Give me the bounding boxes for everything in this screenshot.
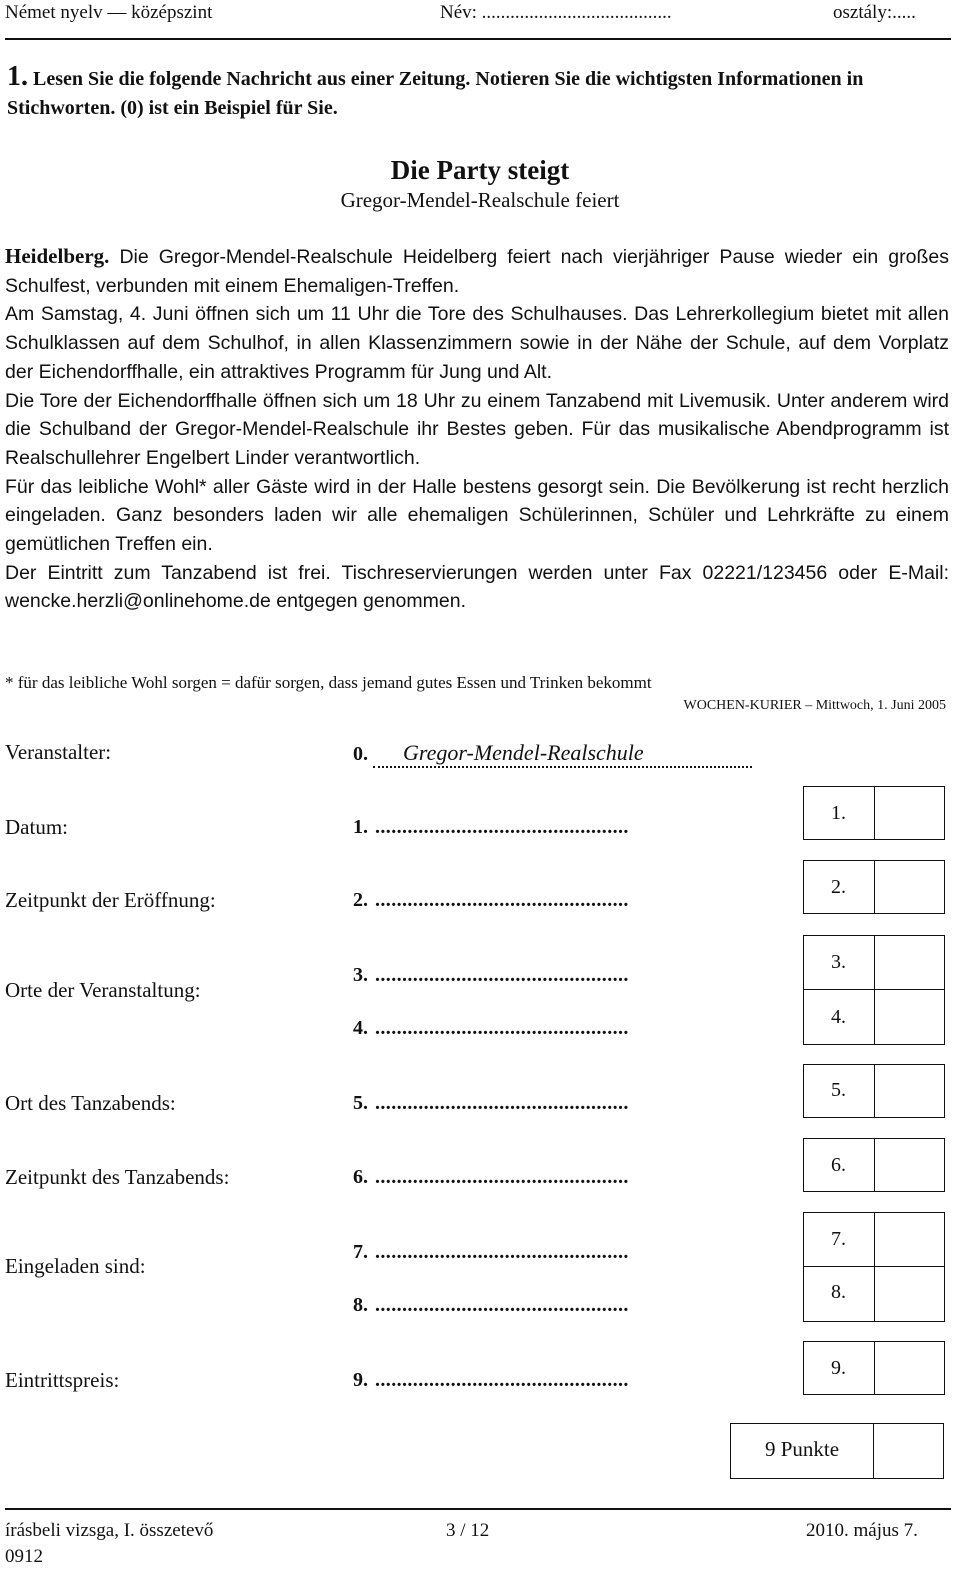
points-divider (873, 1424, 874, 1478)
example-answer-line (353, 740, 752, 768)
article-paragraph: Für das leibliche Wohl* aller Gäste wird in der Halle bestens gesorgt sein. Die Bevölkerung ist recht herzlich eingeladen. Ganz besonders laden wir alle ehemaligen Schülerinnen, Schüler und Lehrkräfte zu einem gemütlichen Treffen ein. (5, 475, 949, 556)
answer-dots: ............................................... (375, 1294, 629, 1316)
answer-number: 9. (353, 1369, 368, 1391)
answer-line-6[interactable] (353, 1166, 629, 1189)
article-paragraph (5, 242, 949, 300)
task-number: 1. (7, 61, 28, 92)
score-field[interactable] (874, 936, 944, 1044)
score-label: 7. (831, 1228, 846, 1250)
score-field[interactable] (874, 787, 944, 839)
label-eingeladen: Eingeladen sind: (5, 1254, 146, 1278)
score-label: 4. (831, 1006, 846, 1028)
answer-line-5[interactable] (353, 1092, 629, 1115)
score-box-9 (803, 1341, 945, 1395)
score-box-3-4 (803, 935, 945, 1045)
answer-line-4[interactable] (353, 1017, 629, 1040)
score-box-5 (803, 1064, 945, 1118)
footer-rule (5, 1508, 951, 1510)
footer-date: 2010. május 7. (806, 1520, 918, 1541)
score-field[interactable] (874, 1065, 944, 1117)
score-label: 3. (831, 951, 846, 973)
answer-number: 1. (353, 816, 368, 838)
score-box-6 (803, 1138, 945, 1192)
label-zeitpunkt-tanzabend: Zeitpunkt des Tanzabends: (5, 1165, 230, 1189)
footer-page: 3 / 12 (446, 1520, 490, 1541)
score-field[interactable] (874, 1139, 944, 1191)
label-orte: Orte der Veranstaltung: (5, 978, 201, 1002)
label-datum: Datum: (5, 815, 68, 839)
answer-dots: ............................................... (375, 816, 629, 838)
points-label: 9 Punkte (764, 1437, 840, 1461)
name-field: Név: ........................................ (440, 2, 672, 23)
article-subtitle: Gregor-Mendel-Realschule feiert (340, 188, 620, 212)
score-field[interactable] (874, 1342, 944, 1394)
answer-dots: ............................................... (375, 1166, 629, 1188)
answer-dots: ............................................... (375, 1241, 629, 1263)
score-field[interactable] (874, 861, 944, 913)
article-title: Die Party steigt (390, 155, 570, 185)
score-box-1 (803, 786, 945, 840)
article-paragraph: Am Samstag, 4. Juni öffnen sich um 11 Uhr die Tore des Schulhauses. Das Lehrerkollegium bietet mit allen Schulklassen auf dem Schulhof, in allen Klassenzimmern sowie in der Nähe der Schule, auf dem Vorplatz der Eichendorffhalle, ein attraktives Programm für Jung und Alt. (5, 303, 949, 383)
task-instruction (7, 62, 952, 123)
answer-number: 3. (353, 964, 368, 986)
label-ort-tanzabend: Ort des Tanzabends: (5, 1091, 176, 1115)
article-paragraph: Der Eintritt zum Tanzabend ist frei. Tischreservierungen werden unter Fax 02221/123456 oder E-Mail: wencke.herzli@onlinehome.de entgegen genommen. (5, 561, 949, 613)
footer-code: 0912 (5, 1546, 43, 1567)
score-label: 5. (831, 1079, 846, 1101)
label-veranstalter: Veranstalter: (5, 740, 112, 764)
article-text: Die Gregor-Mendel-Realschule Heidelberg feiert nach vierjähriger Pause wieder ein großes Schulfest, verbunden mit einem Ehemaligen-Treffen. (5, 246, 949, 297)
article-body (5, 242, 949, 616)
answer-number: 2. (353, 889, 368, 911)
answer-number: 6. (353, 1166, 368, 1188)
header-rule (5, 38, 951, 40)
answer-dots: ............................................... (375, 889, 629, 911)
label-eroeffnung: Zeitpunkt der Eröffnung: (5, 888, 216, 912)
answer-line-7[interactable] (353, 1241, 629, 1264)
answer-number: 5. (353, 1092, 368, 1114)
article-paragraph: Die Tore der Eichendorffhalle öffnen sich um 18 Uhr zu einem Tanzabend mit Livemusik. Unter anderem wird die Schulband der Gregor-Mendel-Realschule ihr Bestes geben. Für das musikalische Abendprogramm ist Realschullehrer Engelbert Linder verantwortlich. (5, 389, 949, 469)
answer-line-3[interactable] (353, 964, 629, 987)
example-number: 0. (353, 743, 368, 765)
score-field[interactable] (874, 1213, 944, 1321)
answer-number: 8. (353, 1294, 368, 1316)
task-text: Lesen Sie die folgende Nachricht aus einer Zeitung. Notieren Sie die wichtigsten Informationen in Stichworten. (0) ist ein Beispiel für Sie. (7, 68, 864, 119)
score-label: 8. (831, 1281, 846, 1303)
article-city: Heidelberg. (5, 244, 110, 268)
points-box (730, 1423, 944, 1479)
answer-number: 7. (353, 1241, 368, 1263)
score-label: 2. (831, 876, 846, 898)
class-field: osztály:..... (833, 2, 916, 23)
article-source: WOCHEN-KURIER – Mittwoch, 1. Juni 2005 (683, 698, 946, 713)
footnote: * für das leibliche Wohl sorgen = dafür sorgen, dass jemand gutes Essen und Trinken bekommt (5, 673, 652, 692)
answer-line-2[interactable] (353, 889, 629, 912)
answer-dots: ............................................... (375, 1369, 629, 1391)
score-label: 9. (831, 1357, 846, 1379)
subject-header: Német nyelv — középszint (5, 2, 213, 23)
answer-line-8[interactable] (353, 1294, 629, 1317)
answer-dots: ............................................... (375, 964, 629, 986)
score-divider (804, 1266, 944, 1267)
answer-dots: ............................................... (375, 1092, 629, 1114)
label-eintrittspreis: Eintrittspreis: (5, 1368, 120, 1392)
answer-number: 4. (353, 1017, 368, 1039)
score-divider (804, 989, 944, 990)
score-label: 6. (831, 1154, 846, 1176)
answer-line-9[interactable] (353, 1369, 629, 1392)
score-box-7-8 (803, 1212, 945, 1322)
example-answer: Gregor-Mendel-Realschule (373, 740, 752, 768)
score-box-2 (803, 860, 945, 914)
score-label: 1. (831, 802, 846, 824)
answer-dots: ............................................... (375, 1017, 629, 1039)
footer-exam: írásbeli vizsga, I. összetevő (5, 1520, 214, 1541)
answer-line-1[interactable] (353, 816, 629, 839)
